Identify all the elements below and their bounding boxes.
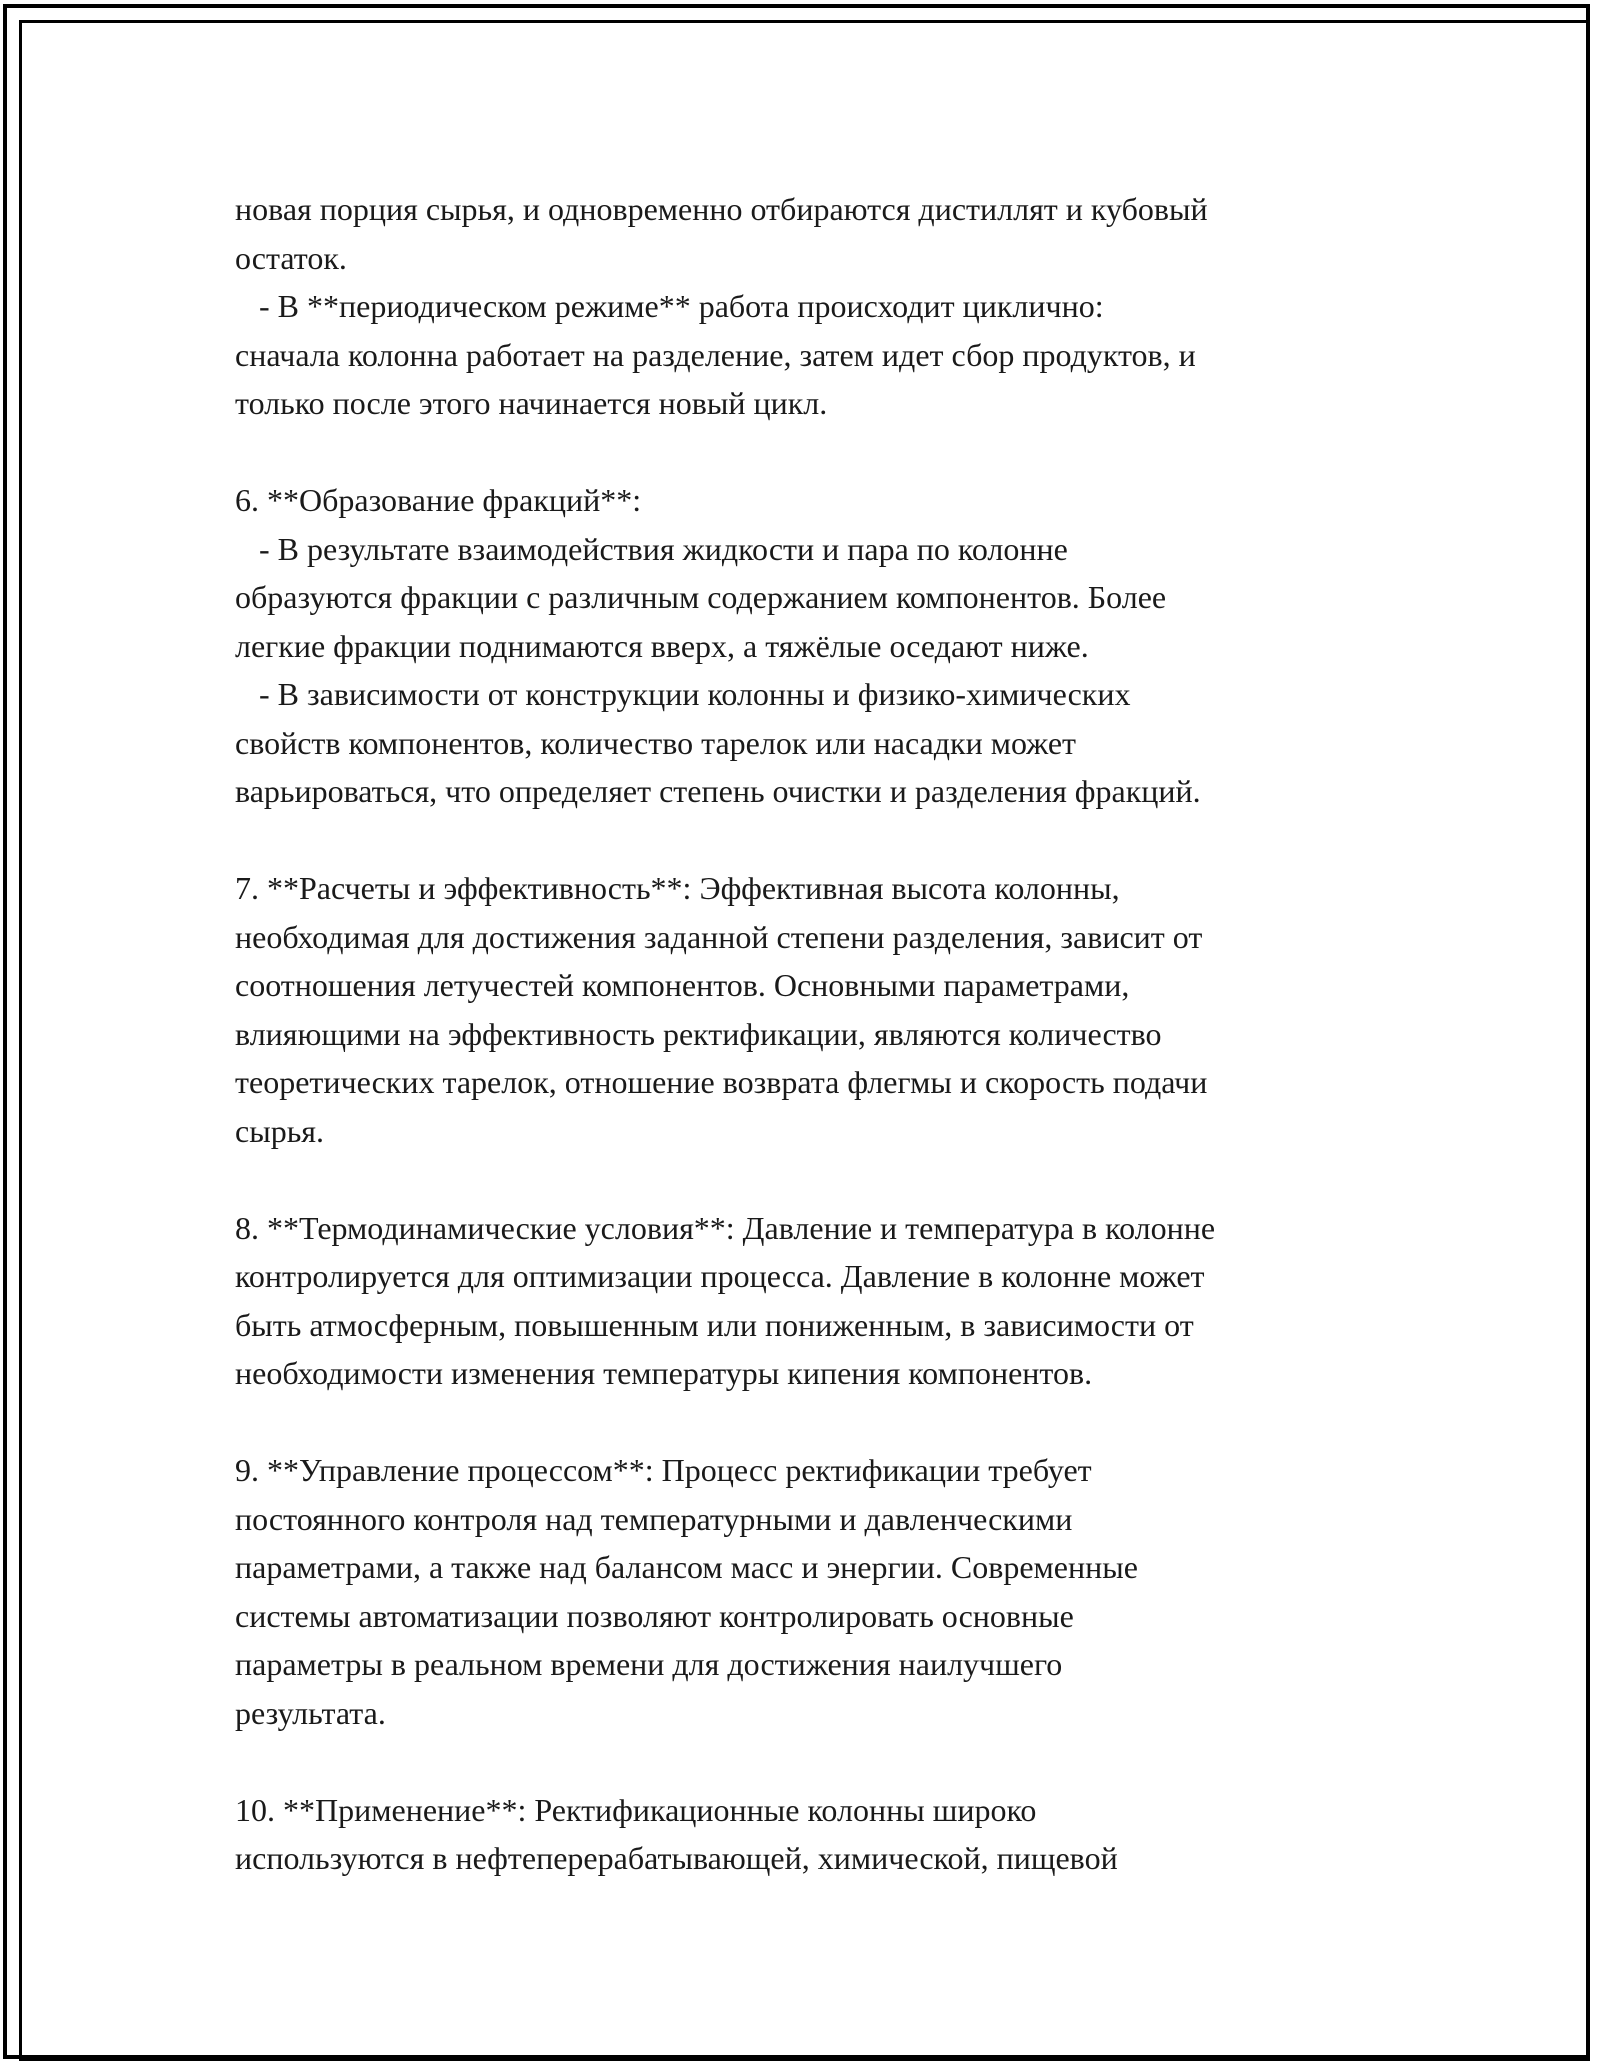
text-line: - В **периодическом режиме** работа происходит циклично: xyxy=(235,288,1104,324)
text-line: необходимая для достижения заданной степени разделения, зависит от xyxy=(235,918,1203,955)
text-line: варьироваться, что определяет степень очистки и разделения фракций. xyxy=(235,773,1201,809)
text-line: легкие фракции поднимаются вверх, а тяжёлые оседают ниже. xyxy=(235,627,1089,664)
blank-line xyxy=(235,1737,1375,1786)
text-line: контролируется для оптимизации процесса. Давление в колонне может xyxy=(235,1258,1205,1294)
text-line: быть атмосферным, повышенным или пониженным, в зависимости от xyxy=(235,1306,1194,1343)
document-body xyxy=(235,185,1375,1883)
blank-line xyxy=(235,1155,1375,1204)
text-line: системы автоматизации позволяют контролировать основные xyxy=(235,1597,1074,1634)
section-heading: 6. **Образование фракций**: xyxy=(235,482,642,518)
text-line: новая порция сырья, и одновременно отбираются дистиллят и кубовый xyxy=(235,191,1208,227)
section-heading: 8. **Термодинамические условия**: Давление и температура в колонне xyxy=(235,1209,1216,1246)
text-line: необходимости изменения температуры кипения компонентов. xyxy=(235,1355,1093,1391)
text-line: остаток. xyxy=(235,239,347,276)
text-line: образуются фракции с различным содержанием компонентов. Более xyxy=(235,579,1167,615)
text-line: используются в нефтеперерабатывающей, химической, пищевой xyxy=(235,1840,1118,1876)
blank-line xyxy=(235,816,1375,865)
text-line: результата. xyxy=(235,1694,386,1731)
text-line: постоянного контроля над температурными и давленческими xyxy=(235,1500,1073,1537)
text-line: - В зависимости от конструкции колонны и физико-химических xyxy=(235,676,1131,712)
text-line: соотношения летучестей компонентов. Основными параметрами, xyxy=(235,967,1130,1003)
blank-line xyxy=(235,428,1375,477)
blank-line xyxy=(235,1398,1375,1447)
text-line: сначала колонна работает на разделение, затем идет сбор продуктов, и xyxy=(235,336,1196,373)
text-line: параметрами, а также над балансом масс и энергии. Современные xyxy=(235,1549,1138,1585)
section-heading: 9. **Управление процессом**: Процесс ректификации требует xyxy=(235,1452,1092,1488)
section-heading: 7. **Расчеты и эффективность**: Эффективная высота колонны, xyxy=(235,870,1120,906)
text-line: параметры в реальном времени для достижения наилучшего xyxy=(235,1646,1063,1682)
text-line: сырья. xyxy=(235,1112,325,1149)
text-line: теоретических тарелок, отношение возврата флегмы и скорость подачи xyxy=(235,1064,1208,1100)
text-line: только после этого начинается новый цикл. xyxy=(235,385,828,421)
text-line: - В результате взаимодействия жидкости и пара по колонне xyxy=(235,530,1068,567)
text-line: влияющими на эффективность ректификации, являются количество xyxy=(235,1015,1162,1052)
section-heading: 10. **Применение**: Ректификационные колонны широко xyxy=(235,1791,1037,1828)
text-line: свойств компонентов, количество тарелок или насадки может xyxy=(235,724,1077,761)
